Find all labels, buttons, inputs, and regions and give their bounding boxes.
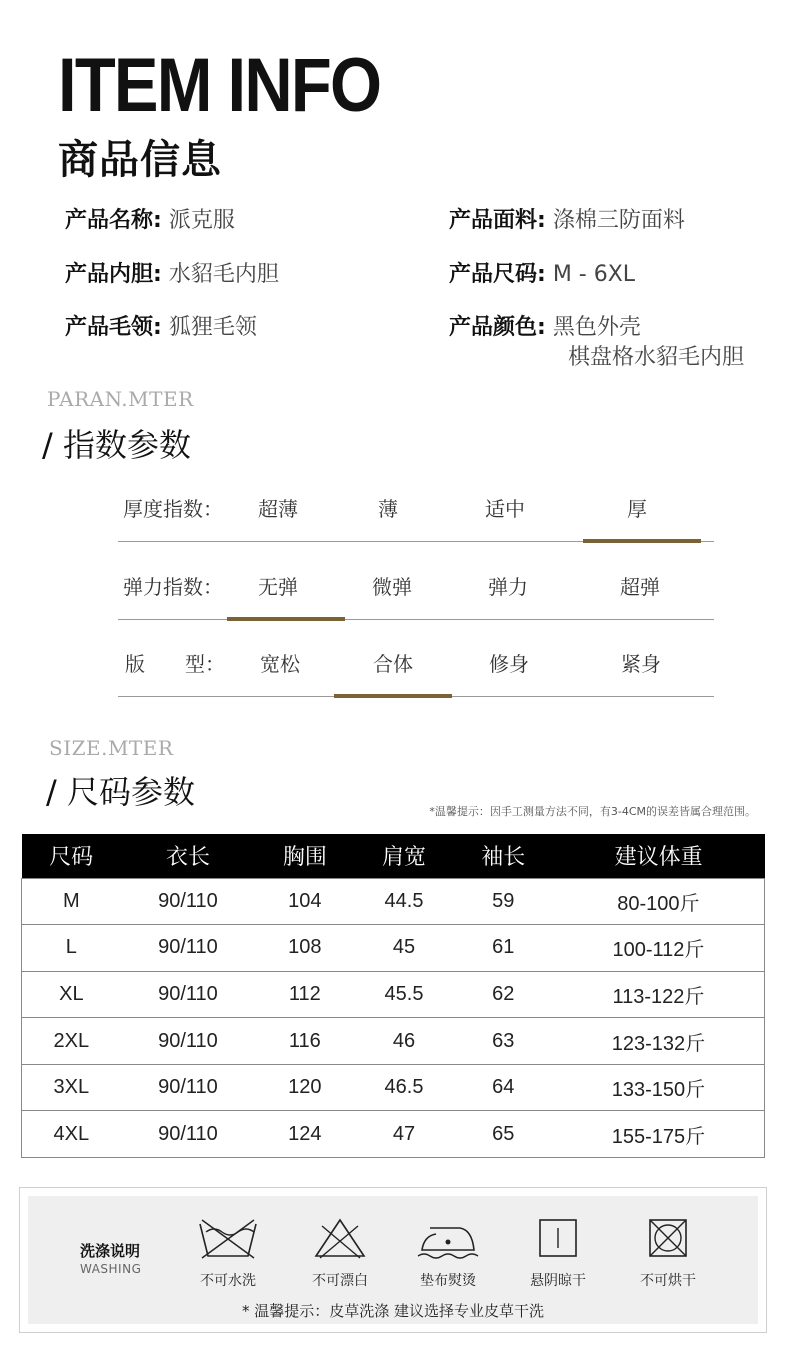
washing-label: 悬阴晾干 <box>530 1273 586 1289</box>
no-tumble-dry-icon <box>646 1216 690 1260</box>
cell: 64 <box>454 1064 553 1111</box>
col-length: 衣长 <box>121 834 256 878</box>
cell: 62 <box>454 971 553 1018</box>
cell: 90/110 <box>121 1064 256 1111</box>
fit-row <box>0 648 790 688</box>
cell: 63 <box>454 1018 553 1065</box>
table-row <box>22 1064 765 1111</box>
washing-item <box>618 1216 718 1290</box>
iron-with-cloth-icon <box>416 1216 480 1260</box>
info-collar <box>65 313 257 343</box>
info-size-key: 产品尺码: <box>449 262 546 287</box>
elasticity-selected-marker <box>227 617 345 621</box>
cell: 120 <box>255 1064 354 1111</box>
washing-title: 洗涤说明 <box>80 1242 141 1260</box>
no-wash-icon <box>196 1216 260 1260</box>
info-fabric <box>449 206 685 236</box>
cell: 45.5 <box>354 971 453 1018</box>
cell: 45 <box>354 925 453 972</box>
washing-label: 不可漂白 <box>312 1273 368 1289</box>
elasticity-option: 弹力 <box>488 575 528 599</box>
info-color-value: 黑色外壳 <box>552 315 641 340</box>
cell: 59 <box>454 878 553 925</box>
washing-tip: * 温馨提示：皮草洗涤 建议选择专业皮草干洗 <box>241 1302 545 1320</box>
cell: 155-175斤 <box>553 1111 765 1158</box>
cell: L <box>22 925 121 972</box>
elasticity-label: 弹力指数： <box>123 575 223 599</box>
cell: 133-150斤 <box>553 1064 765 1111</box>
info-lining <box>65 260 279 290</box>
info-size <box>449 260 635 290</box>
col-size: 尺码 <box>22 834 121 878</box>
cell: 46 <box>354 1018 453 1065</box>
cell: 4XL <box>22 1111 121 1158</box>
info-fabric-key: 产品面料: <box>449 208 546 233</box>
cell: 113-122斤 <box>553 971 765 1018</box>
page-title: ITEM INFO <box>58 43 381 128</box>
cell: 90/110 <box>121 925 256 972</box>
cell: M <box>22 878 121 925</box>
fit-option: 宽松 <box>260 652 300 676</box>
page-subtitle: 商品信息 <box>58 137 222 183</box>
washing-item <box>508 1216 608 1290</box>
washing-label: 垫布熨烫 <box>420 1273 476 1289</box>
info-lining-value: 水貂毛内胆 <box>168 262 279 287</box>
cell: 2XL <box>22 1018 121 1065</box>
cell: 104 <box>255 878 354 925</box>
info-color-key: 产品颜色: <box>449 315 546 340</box>
size-note: *温馨提示：因手工测量方法不同，有3-4CM的误差皆属合理范围。 <box>429 805 756 818</box>
elasticity-option: 无弹 <box>258 575 298 599</box>
cell: 61 <box>454 925 553 972</box>
params-heading-cn: / 指数参数 <box>42 426 191 464</box>
col-weight: 建议体重 <box>553 834 765 878</box>
washing-item <box>398 1216 498 1290</box>
elasticity-option: 超弹 <box>620 575 660 599</box>
info-collar-key: 产品毛领: <box>65 315 162 340</box>
info-lining-key: 产品内胆: <box>65 262 162 287</box>
washing-box <box>19 1187 767 1333</box>
cell: 90/110 <box>121 878 256 925</box>
info-fabric-value: 涤棉三防面料 <box>552 208 685 233</box>
cell: 46.5 <box>354 1064 453 1111</box>
no-bleach-icon <box>312 1216 368 1260</box>
washing-panel <box>28 1196 758 1324</box>
col-chest: 胸围 <box>255 834 354 878</box>
fit-option: 合体 <box>373 652 413 676</box>
elasticity-option: 微弹 <box>372 575 412 599</box>
cell: 80-100斤 <box>553 878 765 925</box>
washing-item <box>290 1216 390 1290</box>
cell: 44.5 <box>354 878 453 925</box>
cell: XL <box>22 971 121 1018</box>
thickness-label: 厚度指数： <box>123 497 223 521</box>
washing-title-en: WASHING <box>80 1262 142 1276</box>
washing-label: 不可烘干 <box>640 1273 696 1289</box>
cell: 108 <box>255 925 354 972</box>
info-color <box>449 313 744 373</box>
cell: 3XL <box>22 1064 121 1111</box>
cell: 123-132斤 <box>553 1018 765 1065</box>
info-color-value-2: 棋盘格水貂毛内胆 <box>568 345 745 370</box>
thickness-option: 厚 <box>627 497 647 521</box>
cell: 100-112斤 <box>553 925 765 972</box>
thickness-option: 超薄 <box>258 497 298 521</box>
info-name-key: 产品名称: <box>65 208 162 233</box>
table-row <box>22 971 765 1018</box>
info-size-value: M - 6XL <box>552 262 636 287</box>
cell: 90/110 <box>121 971 256 1018</box>
size-heading-cn: / 尺码参数 <box>46 773 195 811</box>
table-row <box>22 925 765 972</box>
cell: 124 <box>255 1111 354 1158</box>
thickness-option: 薄 <box>378 497 398 521</box>
size-heading-en: SIZE.MTER <box>49 736 174 760</box>
params-heading-en: PARAN.MTER <box>47 387 194 411</box>
table-row <box>22 1111 765 1158</box>
cell: 90/110 <box>121 1111 256 1158</box>
cell: 65 <box>454 1111 553 1158</box>
elasticity-row <box>0 571 790 611</box>
washing-label: 不可水洗 <box>200 1273 256 1289</box>
divider <box>118 619 714 620</box>
cell: 116 <box>255 1018 354 1065</box>
cell: 47 <box>354 1111 453 1158</box>
cell: 112 <box>255 971 354 1018</box>
table-row <box>22 1018 765 1065</box>
thickness-selected-marker <box>583 539 701 543</box>
col-shoulder: 肩宽 <box>354 834 453 878</box>
thickness-option: 适中 <box>485 497 525 521</box>
info-name-value: 派克服 <box>168 208 235 233</box>
cell: 90/110 <box>121 1018 256 1065</box>
info-collar-value: 狐狸毛领 <box>168 315 257 340</box>
washing-item <box>178 1216 278 1290</box>
info-name <box>65 206 235 236</box>
fit-selected-marker <box>334 694 452 698</box>
fit-option: 紧身 <box>621 652 661 676</box>
col-sleeve: 袖长 <box>454 834 553 878</box>
fit-label: 版 型： <box>125 652 225 676</box>
table-row <box>22 878 765 925</box>
thickness-row <box>0 493 790 533</box>
line-dry-shade-icon <box>536 1216 580 1260</box>
size-table-header <box>22 834 765 878</box>
fit-option: 修身 <box>489 652 529 676</box>
size-table <box>21 834 765 1158</box>
